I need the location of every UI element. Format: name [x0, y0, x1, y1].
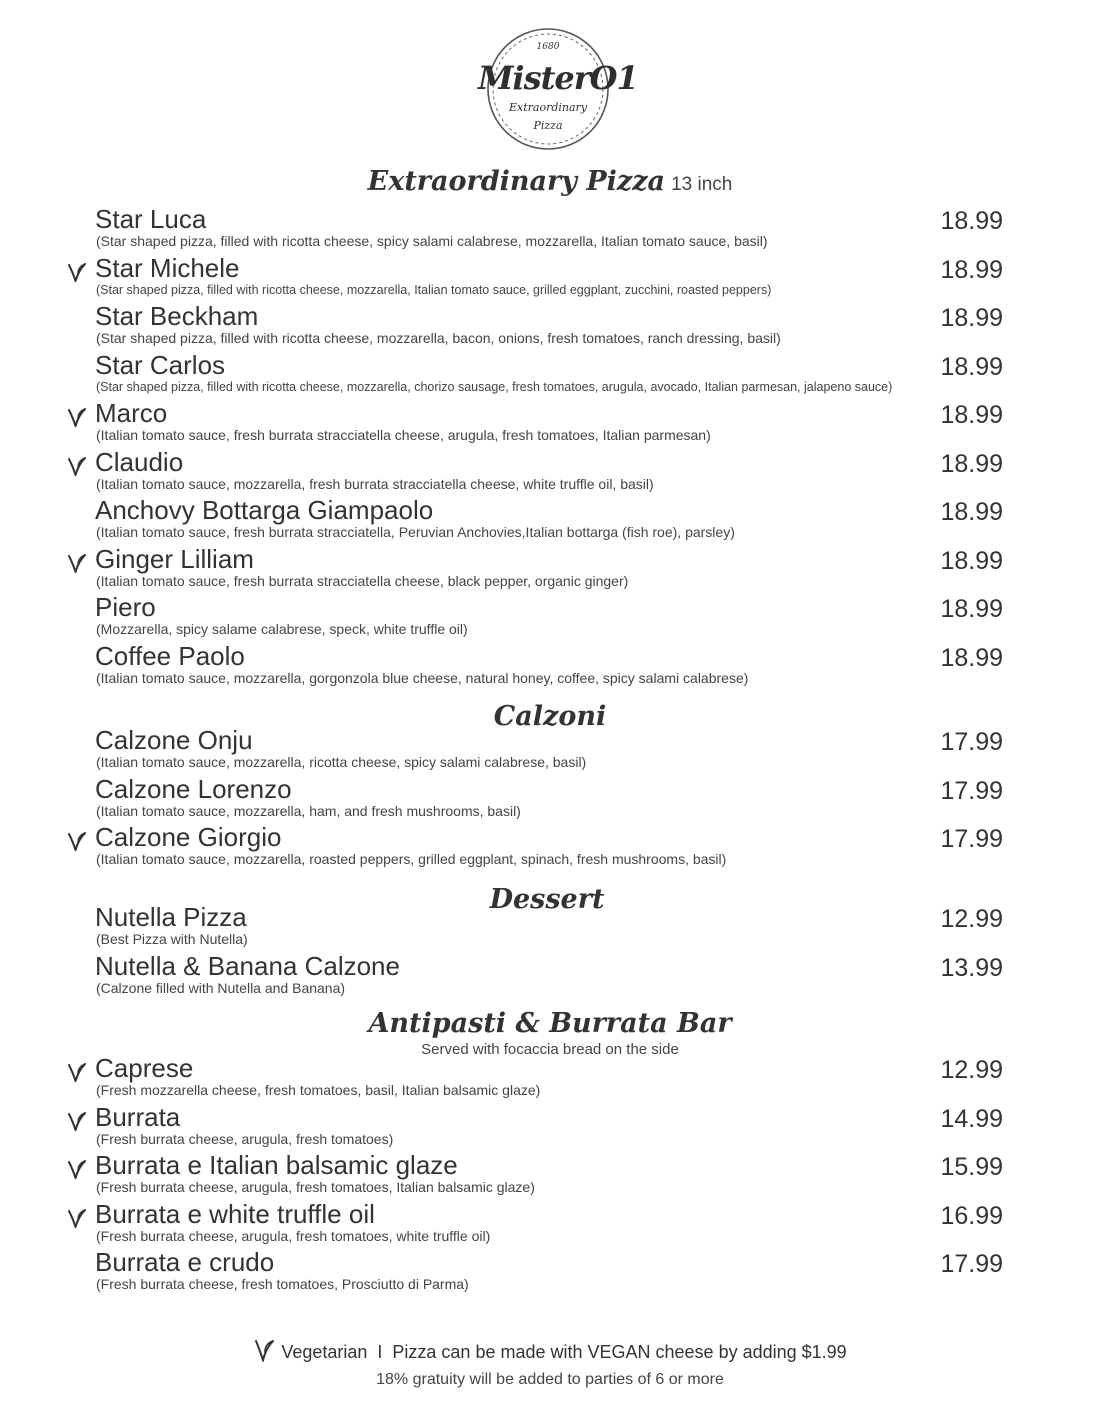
- menu-item-price: 17.99: [940, 1250, 1003, 1278]
- menu-item-description: (Italian tomato sauce, mozzarella, ricotta cheese, spicy salami calabrese, basil): [96, 754, 587, 770]
- menu-item-price: 18.99: [940, 449, 1003, 478]
- section-title-calzoni: Calzoni: [493, 701, 607, 732]
- menu-item-description: (Mozzarella, spicy salame calabrese, speck, white truffle oil): [96, 621, 468, 637]
- menu-item-price: 12.99: [940, 905, 1003, 933]
- menu-item: [0, 726, 1100, 774]
- logo-name: MisterO1: [478, 59, 638, 97]
- menu-item-price: 18.99: [940, 498, 1003, 526]
- menu-item-description: (Italian tomato sauce, fresh burrata stracciatella, Peruvian Anchovies,Italian bottarga (fish roe), parsley): [96, 524, 735, 540]
- section-title-pizza-text: Extraordinary Pizza: [367, 166, 666, 197]
- menu-item-price: 12.99: [940, 1056, 1003, 1084]
- menu-item: [0, 1151, 1100, 1199]
- menu-item-name: Nutella Pizza: [95, 902, 247, 932]
- menu-item-description: (Fresh burrata cheese, arugula, fresh tomatoes): [96, 1130, 394, 1147]
- menu-item: [0, 448, 1100, 496]
- menu-item-description: (Star shaped pizza, filled with ricotta cheese, mozzarella, bacon, onions, fresh tomatoes, ranch dressing, basil): [96, 330, 781, 346]
- menu-item: [0, 593, 1100, 641]
- vegetarian-leaf-icon: [67, 456, 87, 476]
- restaurant-logo: [478, 25, 638, 153]
- menu-item-price: 18.99: [940, 546, 1003, 575]
- menu-item-price: 17.99: [940, 825, 1003, 853]
- menu-item-description: (Fresh mozzarella cheese, fresh tomatoes, basil, Italian balsamic glaze): [96, 1082, 541, 1098]
- logo-year: 1680: [536, 42, 560, 52]
- menu-item-description: (Fresh burrata cheese, fresh tomatoes, Prosciutto di Parma): [96, 1276, 469, 1292]
- menu-item-name: Calzone Onju: [95, 725, 253, 755]
- menu-item-name: Nutella & Banana Calzone: [95, 951, 400, 981]
- footer-separator: I: [377, 1342, 383, 1362]
- menu-item: [0, 1248, 1100, 1296]
- section-title-antipasti: Antipasti & Burrata Bar: [368, 1008, 732, 1039]
- menu-item-price: 18.99: [940, 304, 1003, 332]
- menu-item-name: Star Carlos: [95, 349, 226, 380]
- vegetarian-leaf-icon: [67, 262, 87, 282]
- menu-item-name: Caprese: [95, 1053, 194, 1083]
- logo-subtitle: Extraordinary: [508, 101, 588, 114]
- section-title-pizza: [0, 166, 1100, 201]
- menu-item-name: Burrata e crudo: [95, 1247, 275, 1277]
- menu-item-description: (Fresh burrata cheese, arugula, fresh tomatoes, Italian balsamic glaze): [96, 1179, 535, 1195]
- menu-item-name: Calzone Giorgio: [95, 822, 282, 852]
- section-subtitle-antipasti: Served with focaccia bread on the side: [421, 1041, 679, 1058]
- menu-item-description: (Italian tomato sauce, fresh burrata stracciatella cheese, black pepper, organic ginger): [96, 572, 629, 589]
- vegetarian-leaf-icon: [253, 1338, 275, 1362]
- footer-vegetarian-label: Vegetarian: [281, 1342, 368, 1362]
- menu-item: [0, 496, 1100, 544]
- menu-item-description: (Star shaped pizza, filled with ricotta cheese, spicy salami calabrese, mozzarella, Italian tomato sauce, basil): [96, 233, 768, 249]
- menu-item-description: (Italian tomato sauce, mozzarella, gorgonzola blue cheese, natural honey, coffee, spicy salami calabrese): [96, 669, 749, 686]
- menu-item: [0, 1103, 1100, 1151]
- menu-item-name: Coffee Paolo: [95, 640, 245, 671]
- menu-item-name: Piero: [95, 592, 156, 622]
- menu-item-name: Claudio: [95, 446, 184, 477]
- menu-item-price: 16.99: [940, 1201, 1003, 1230]
- menu-item-name: Anchovy Bottarga Giampaolo: [95, 495, 434, 525]
- menu-item: [0, 775, 1100, 823]
- menu-item: [0, 642, 1100, 690]
- menu-item-name: Marco: [95, 398, 168, 428]
- menu-item: [0, 823, 1100, 871]
- menu-item-price: 18.99: [940, 352, 1003, 381]
- menu-item-description: (Best Pizza with Nutella): [96, 931, 248, 947]
- vegetarian-leaf-icon: [67, 1111, 87, 1131]
- menu-item: [0, 952, 1100, 1000]
- menu-item: [0, 545, 1100, 593]
- menu-item: [0, 351, 1100, 399]
- menu-item-name: Burrata: [95, 1101, 181, 1132]
- menu-item-name: Star Luca: [95, 204, 207, 234]
- menu-item-name: Burrata e Italian balsamic glaze: [95, 1150, 458, 1180]
- vegetarian-leaf-icon: [67, 831, 87, 851]
- menu-item: [0, 903, 1100, 951]
- menu-item-description: (Italian tomato sauce, mozzarella, fresh burrata stracciatella cheese, white truffle oil, basil): [96, 475, 654, 492]
- menu-item-price: 14.99: [940, 1104, 1003, 1133]
- menu-item-description: (Italian tomato sauce, mozzarella, roasted peppers, grilled eggplant, spinach, fresh mushrooms, basil): [96, 851, 727, 867]
- menu-item-price: 18.99: [940, 643, 1003, 672]
- vegetarian-leaf-icon: [67, 553, 87, 573]
- menu-item-price: 18.99: [940, 255, 1003, 284]
- menu-item-name: Calzone Lorenzo: [95, 773, 292, 804]
- menu-item: [0, 205, 1100, 253]
- menu-item-description: (Calzone filled with Nutella and Banana): [96, 980, 346, 996]
- vegetarian-leaf-icon: [67, 1159, 87, 1179]
- menu-item-description: (Fresh burrata cheese, arugula, fresh tomatoes, white truffle oil): [96, 1227, 491, 1244]
- section-size-note: 13 inch: [671, 174, 733, 195]
- menu-item-price: 17.99: [940, 776, 1003, 805]
- footer-legend: [0, 1338, 1100, 1365]
- menu-item-price: 18.99: [940, 595, 1003, 623]
- menu-item: [0, 302, 1100, 350]
- menu-item-price: 18.99: [940, 401, 1003, 429]
- footer-gratuity-note: 18% gratuity will be added to parties of 6 or more: [376, 1371, 724, 1388]
- vegetarian-leaf-icon: [67, 1062, 87, 1082]
- menu-item: [0, 1200, 1100, 1248]
- logo-subtitle-2: Pizza: [533, 119, 563, 132]
- footer-vegan-note: Pizza can be made with VEGAN cheese by adding $1.99: [392, 1342, 847, 1362]
- menu-item-price: 17.99: [940, 728, 1003, 756]
- menu-item-price: 15.99: [940, 1153, 1003, 1181]
- menu-item: [0, 254, 1100, 302]
- menu-item-description: (Italian tomato sauce, mozzarella, ham, and fresh mushrooms, basil): [96, 802, 521, 819]
- menu-item: [0, 1054, 1100, 1102]
- vegetarian-leaf-icon: [67, 1208, 87, 1228]
- menu-item-name: Burrata e white truffle oil: [95, 1198, 375, 1229]
- menu-item-description: (Star shaped pizza, filled with ricotta cheese, mozzarella, Italian tomato sauce, grilled eggplant, zucchini, roasted peppers): [96, 282, 772, 297]
- menu-item: [0, 399, 1100, 447]
- menu-item-description: (Italian tomato sauce, fresh burrata stracciatella cheese, arugula, fresh tomatoes, Italian parmesan): [96, 427, 711, 443]
- vegetarian-leaf-icon: [67, 407, 87, 427]
- menu-item-price: 13.99: [940, 954, 1003, 982]
- menu-item-description: (Star shaped pizza, filled with ricotta cheese, mozzarella, chorizo sausage, fresh tomatoes, arugula, avocado, Italian parmesan, jalapeno sauce): [96, 379, 893, 394]
- menu-item-name: Ginger Lilliam: [95, 543, 254, 574]
- menu-item-price: 18.99: [940, 207, 1003, 235]
- menu-item-name: Star Michele: [95, 252, 240, 283]
- section-title-dessert: Dessert: [489, 884, 605, 915]
- menu-item-name: Star Beckham: [95, 301, 259, 331]
